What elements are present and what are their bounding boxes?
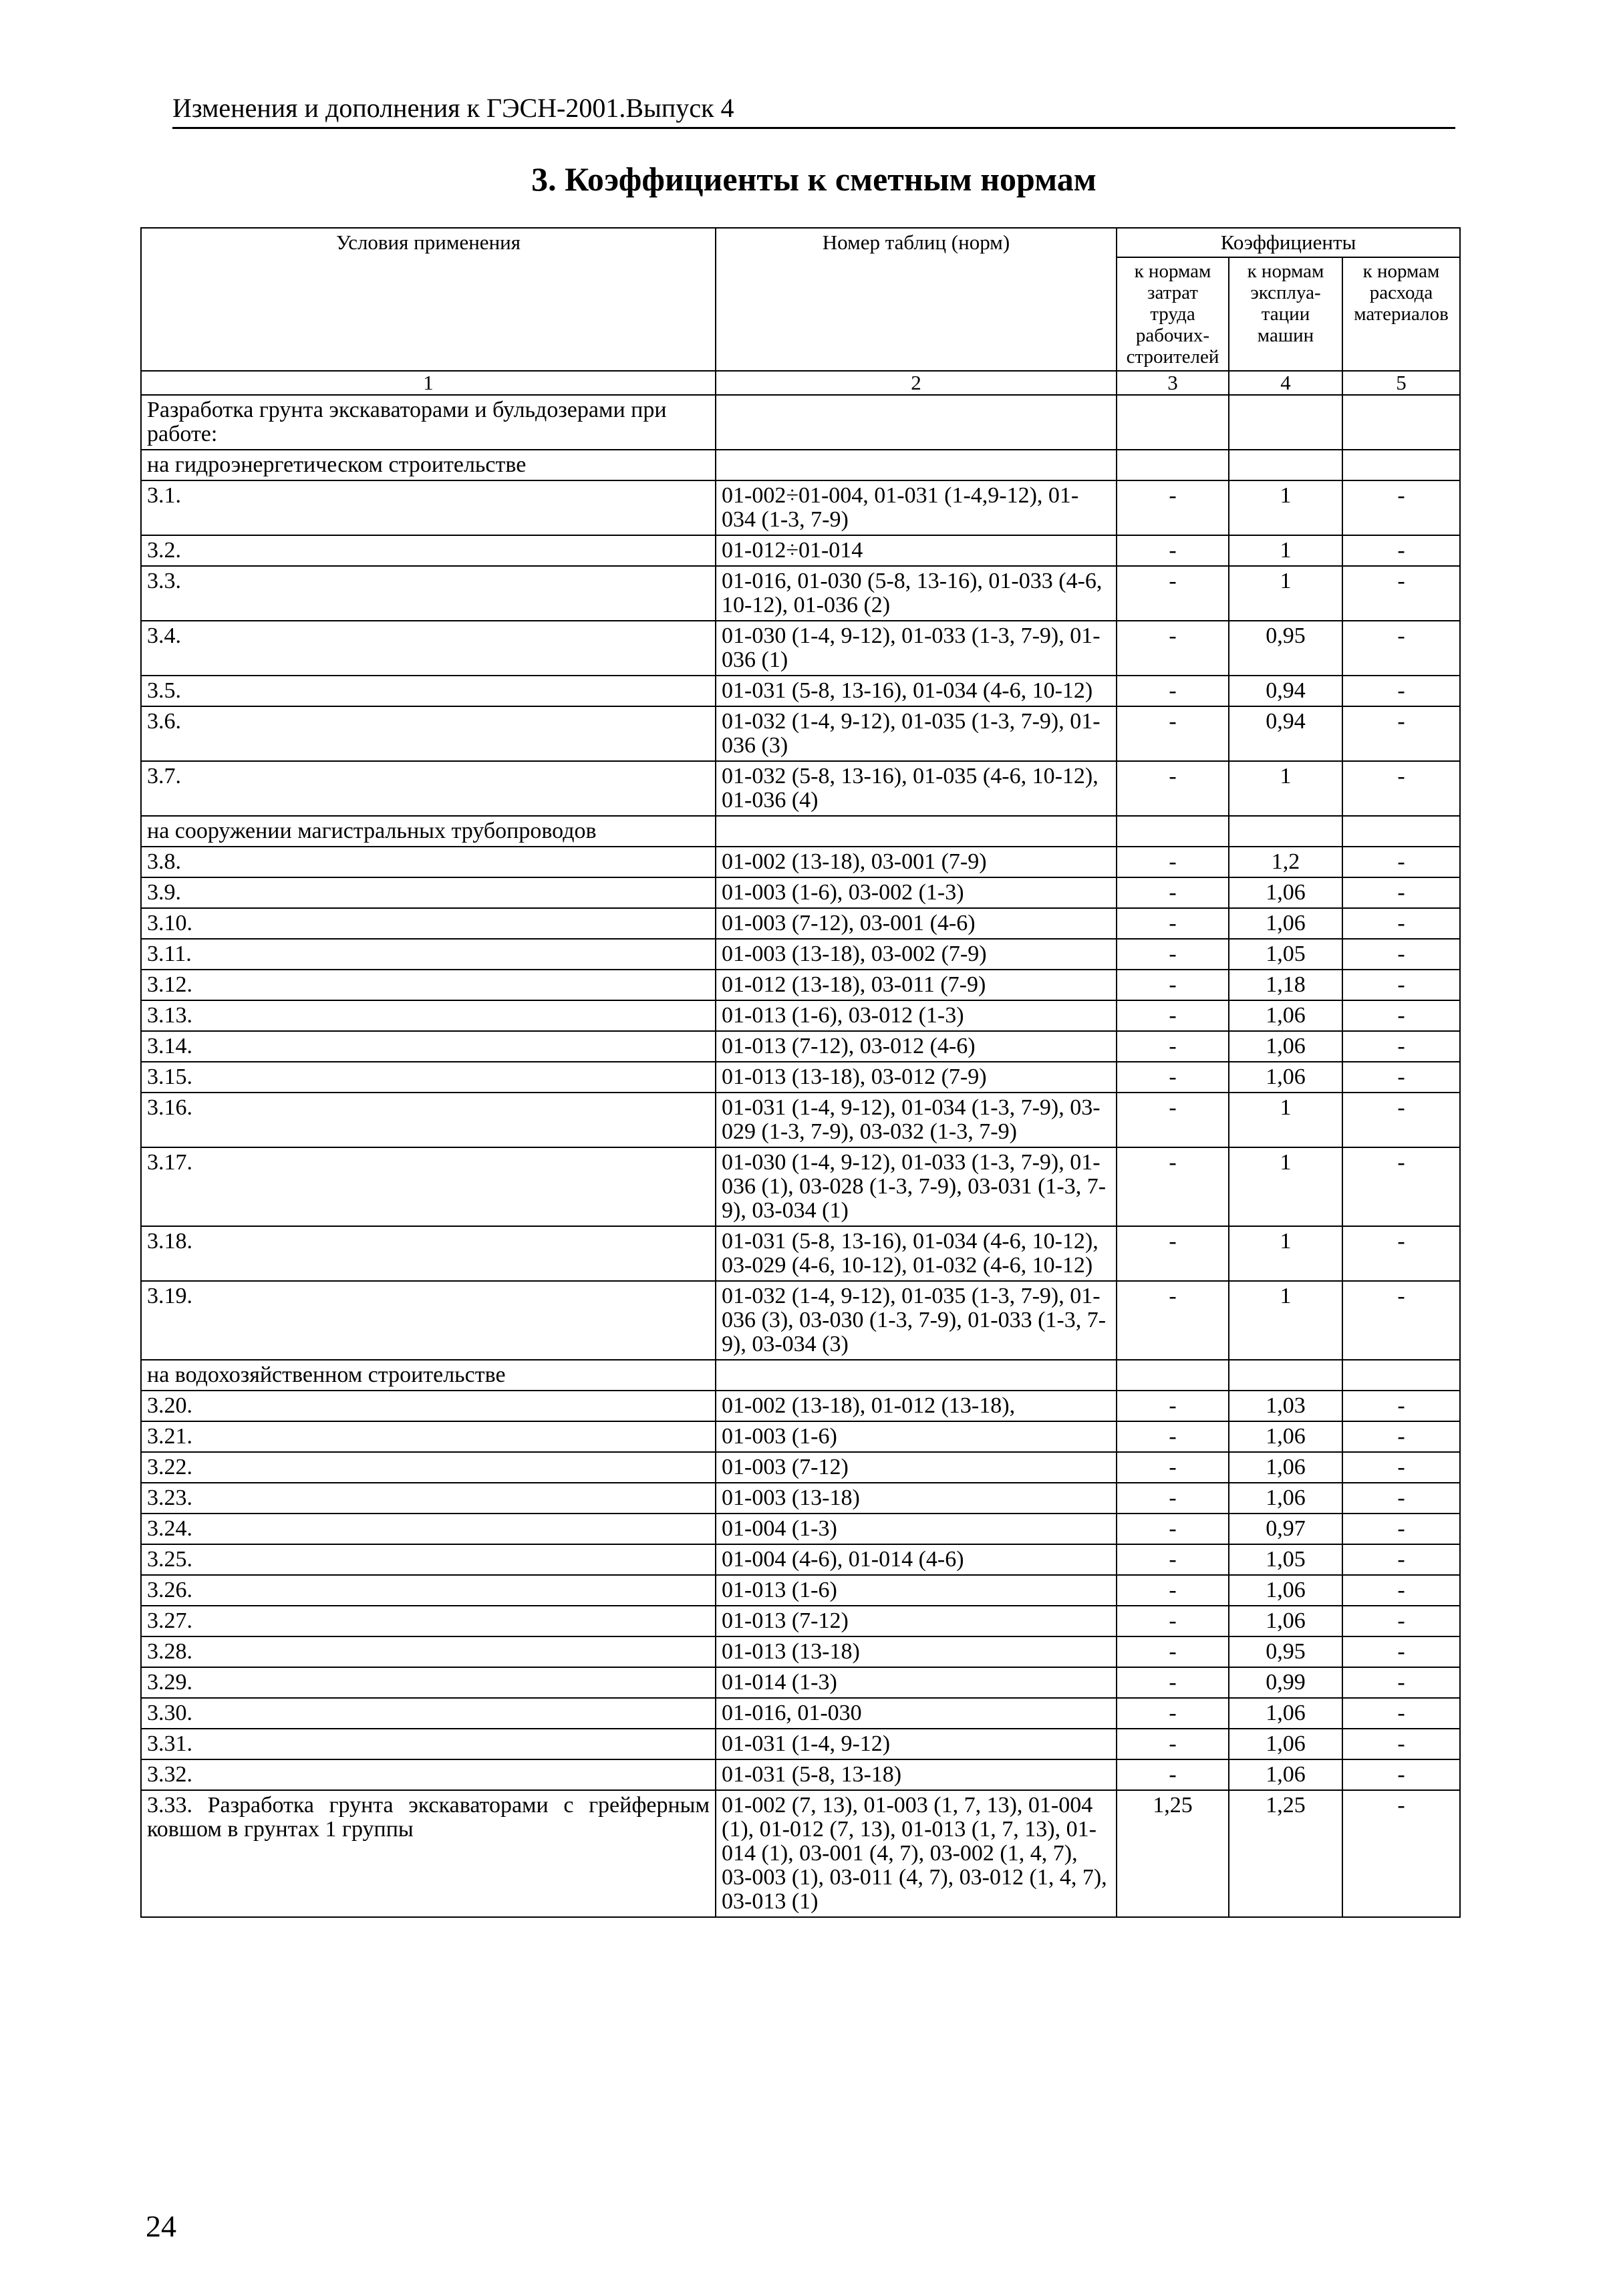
tables-cell: 01-013 (7-12) bbox=[716, 1606, 1117, 1636]
coef-machines-cell: 1 bbox=[1229, 761, 1342, 816]
condition-cell: 3.20. bbox=[141, 1391, 716, 1421]
table-row bbox=[141, 761, 1460, 816]
coef-materials-cell: - bbox=[1342, 1790, 1460, 1917]
empty-cell bbox=[716, 395, 1117, 450]
coef-materials-cell: - bbox=[1342, 1729, 1460, 1759]
coef-machines-cell: 1,06 bbox=[1229, 1483, 1342, 1514]
condition-cell: 3.33. Разработка грунта экскаваторами с грейферным ковшом в грунтах 1 группы bbox=[141, 1790, 716, 1917]
coef-labor-cell: - bbox=[1117, 535, 1229, 566]
table-row bbox=[141, 1483, 1460, 1514]
table-row bbox=[141, 1790, 1460, 1917]
coef-materials-cell: - bbox=[1342, 1483, 1460, 1514]
table-row bbox=[141, 1421, 1460, 1452]
coef-labor-cell: - bbox=[1117, 1606, 1229, 1636]
table-row bbox=[141, 1606, 1460, 1636]
coef-labor-cell: - bbox=[1117, 1062, 1229, 1093]
condition-cell: 3.1. bbox=[141, 480, 716, 535]
condition-cell: 3.16. bbox=[141, 1093, 716, 1147]
tables-cell: 01-012 (13-18), 03-011 (7-9) bbox=[716, 970, 1117, 1000]
condition-cell: 3.32. bbox=[141, 1759, 716, 1790]
section-label: Разработка грунта экскаваторами и бульдозерами при работе: bbox=[141, 395, 716, 450]
coef-machines-cell: 1,06 bbox=[1229, 877, 1342, 908]
coef-machines-cell: 0,99 bbox=[1229, 1667, 1342, 1698]
coef-labor-cell: - bbox=[1117, 1514, 1229, 1544]
coef-materials-cell: - bbox=[1342, 535, 1460, 566]
table-row bbox=[141, 908, 1460, 939]
tables-cell: 01-013 (13-18), 03-012 (7-9) bbox=[716, 1062, 1117, 1093]
empty-cell bbox=[1342, 395, 1460, 450]
page-number: 24 bbox=[146, 2209, 176, 2243]
empty-cell bbox=[1117, 816, 1229, 847]
tables-cell: 01-013 (13-18) bbox=[716, 1636, 1117, 1667]
coef-materials-cell: - bbox=[1342, 1759, 1460, 1790]
condition-cell: 3.27. bbox=[141, 1606, 716, 1636]
column-number: 5 bbox=[1342, 371, 1460, 395]
coef-materials-cell: - bbox=[1342, 1031, 1460, 1062]
coef-materials-cell: - bbox=[1342, 1575, 1460, 1606]
condition-cell: 3.3. bbox=[141, 566, 716, 621]
coef-machines-cell: 1,25 bbox=[1229, 1790, 1342, 1917]
coef-materials-cell: - bbox=[1342, 676, 1460, 706]
condition-cell: 3.6. bbox=[141, 706, 716, 761]
tables-cell: 01-016, 01-030 (5-8, 13-16), 01-033 (4-6, 10-12), 01-036 (2) bbox=[716, 566, 1117, 621]
coef-labor-cell: - bbox=[1117, 1575, 1229, 1606]
header-machines: к нормам эксплуа-тации машин bbox=[1229, 257, 1342, 371]
section-row bbox=[141, 1360, 1460, 1391]
coef-labor-cell: 1,25 bbox=[1117, 1790, 1229, 1917]
coef-machines-cell: 1 bbox=[1229, 1226, 1342, 1281]
table-row bbox=[141, 535, 1460, 566]
tables-cell: 01-032 (5-8, 13-16), 01-035 (4-6, 10-12), 01-036 (4) bbox=[716, 761, 1117, 816]
tables-cell: 01-002 (13-18), 03-001 (7-9) bbox=[716, 847, 1117, 877]
empty-cell bbox=[1342, 816, 1460, 847]
section-row bbox=[141, 450, 1460, 480]
table-row bbox=[141, 1000, 1460, 1031]
coef-machines-cell: 0,97 bbox=[1229, 1514, 1342, 1544]
table-row bbox=[141, 1514, 1460, 1544]
tables-cell: 01-002÷01-004, 01-031 (1-4,9-12), 01-034 (1-3, 7-9) bbox=[716, 480, 1117, 535]
coef-labor-cell: - bbox=[1117, 1729, 1229, 1759]
coef-machines-cell: 1,2 bbox=[1229, 847, 1342, 877]
coef-materials-cell: - bbox=[1342, 1391, 1460, 1421]
tables-cell: 01-032 (1-4, 9-12), 01-035 (1-3, 7-9), 01-036 (3), 03-030 (1-3, 7-9), 01-033 (1-3, 7-9), 03-034 (3) bbox=[716, 1281, 1117, 1360]
condition-cell: 3.12. bbox=[141, 970, 716, 1000]
coef-machines-cell: 1,06 bbox=[1229, 1729, 1342, 1759]
coef-materials-cell: - bbox=[1342, 1544, 1460, 1575]
header-conditions: Условия применения bbox=[141, 228, 716, 371]
tables-cell: 01-031 (5-8, 13-18) bbox=[716, 1759, 1117, 1790]
coef-machines-cell: 1 bbox=[1229, 566, 1342, 621]
coefficients-table bbox=[140, 227, 1461, 1918]
coef-machines-cell: 0,94 bbox=[1229, 706, 1342, 761]
coef-machines-cell: 1,06 bbox=[1229, 1606, 1342, 1636]
condition-cell: 3.18. bbox=[141, 1226, 716, 1281]
coef-materials-cell: - bbox=[1342, 1667, 1460, 1698]
coef-machines-cell: 1,06 bbox=[1229, 1062, 1342, 1093]
condition-cell: 3.19. bbox=[141, 1281, 716, 1360]
page-title: 3. Коэффициенты к сметным нормам bbox=[531, 160, 1097, 198]
table-row bbox=[141, 939, 1460, 970]
table-row bbox=[141, 1226, 1460, 1281]
coef-machines-cell: 1,05 bbox=[1229, 939, 1342, 970]
empty-cell bbox=[1229, 450, 1342, 480]
coef-materials-cell: - bbox=[1342, 1000, 1460, 1031]
coef-machines-cell: 0,94 bbox=[1229, 676, 1342, 706]
header-materials: к нормам расхода материалов bbox=[1342, 257, 1460, 371]
coef-machines-cell: 1,06 bbox=[1229, 1000, 1342, 1031]
condition-cell: 3.11. bbox=[141, 939, 716, 970]
coef-labor-cell: - bbox=[1117, 908, 1229, 939]
empty-cell bbox=[1117, 450, 1229, 480]
coef-materials-cell: - bbox=[1342, 1514, 1460, 1544]
table-row bbox=[141, 621, 1460, 676]
tables-cell: 01-031 (1-4, 9-12) bbox=[716, 1729, 1117, 1759]
coef-labor-cell: - bbox=[1117, 1281, 1229, 1360]
table-row bbox=[141, 566, 1460, 621]
tables-cell: 01-004 (1-3) bbox=[716, 1514, 1117, 1544]
coef-labor-cell: - bbox=[1117, 761, 1229, 816]
table-row bbox=[141, 1391, 1460, 1421]
coef-labor-cell: - bbox=[1117, 706, 1229, 761]
header-labor: к нормам затрат труда рабочих-строителей bbox=[1117, 257, 1229, 371]
coef-labor-cell: - bbox=[1117, 566, 1229, 621]
coef-materials-cell: - bbox=[1342, 761, 1460, 816]
coef-materials-cell: - bbox=[1342, 621, 1460, 676]
condition-cell: 3.4. bbox=[141, 621, 716, 676]
coef-materials-cell: - bbox=[1342, 970, 1460, 1000]
coef-machines-cell: 1,06 bbox=[1229, 1698, 1342, 1729]
section-label: на водохозяйственном строительстве bbox=[141, 1360, 716, 1391]
table-row bbox=[141, 706, 1460, 761]
coef-labor-cell: - bbox=[1117, 1093, 1229, 1147]
coef-labor-cell: - bbox=[1117, 676, 1229, 706]
coef-materials-cell: - bbox=[1342, 847, 1460, 877]
table-row bbox=[141, 1062, 1460, 1093]
condition-cell: 3.2. bbox=[141, 535, 716, 566]
tables-cell: 01-013 (1-6) bbox=[716, 1575, 1117, 1606]
tables-cell: 01-012÷01-014 bbox=[716, 535, 1117, 566]
coef-labor-cell: - bbox=[1117, 1147, 1229, 1226]
empty-cell bbox=[1342, 1360, 1460, 1391]
tables-cell: 01-014 (1-3) bbox=[716, 1667, 1117, 1698]
table-row bbox=[141, 1575, 1460, 1606]
coef-machines-cell: 1,03 bbox=[1229, 1391, 1342, 1421]
empty-cell bbox=[1117, 1360, 1229, 1391]
running-header: Изменения и дополнения к ГЭСН-2001.Выпуск 4 bbox=[172, 92, 1455, 129]
coef-machines-cell: 1 bbox=[1229, 1281, 1342, 1360]
tables-cell: 01-003 (1-6), 03-002 (1-3) bbox=[716, 877, 1117, 908]
coef-materials-cell: - bbox=[1342, 1452, 1460, 1483]
coef-labor-cell: - bbox=[1117, 1698, 1229, 1729]
table-row bbox=[141, 1667, 1460, 1698]
table-row bbox=[141, 877, 1460, 908]
section-label: на гидроэнергетическом строительстве bbox=[141, 450, 716, 480]
condition-cell: 3.21. bbox=[141, 1421, 716, 1452]
tables-cell: 01-013 (1-6), 03-012 (1-3) bbox=[716, 1000, 1117, 1031]
coef-labor-cell: - bbox=[1117, 621, 1229, 676]
tables-cell: 01-003 (1-6) bbox=[716, 1421, 1117, 1452]
coef-materials-cell: - bbox=[1342, 1636, 1460, 1667]
table-row bbox=[141, 1698, 1460, 1729]
empty-cell bbox=[1229, 816, 1342, 847]
header-coefficients: Коэффициенты bbox=[1117, 228, 1460, 257]
table-row bbox=[141, 1093, 1460, 1147]
coef-materials-cell: - bbox=[1342, 1147, 1460, 1226]
coef-labor-cell: - bbox=[1117, 1759, 1229, 1790]
coef-materials-cell: - bbox=[1342, 877, 1460, 908]
table-row bbox=[141, 480, 1460, 535]
condition-cell: 3.17. bbox=[141, 1147, 716, 1226]
table-row bbox=[141, 1281, 1460, 1360]
tables-cell: 01-003 (7-12), 03-001 (4-6) bbox=[716, 908, 1117, 939]
coef-materials-cell: - bbox=[1342, 706, 1460, 761]
tables-cell: 01-003 (13-18) bbox=[716, 1483, 1117, 1514]
header-tables: Номер таблиц (норм) bbox=[716, 228, 1117, 371]
coef-materials-cell: - bbox=[1342, 1698, 1460, 1729]
tables-cell: 01-030 (1-4, 9-12), 01-033 (1-3, 7-9), 01-036 (1), 03-028 (1-3, 7-9), 03-031 (1-3, 7-9), 03-034 (1) bbox=[716, 1147, 1117, 1226]
coef-labor-cell: - bbox=[1117, 1452, 1229, 1483]
coef-labor-cell: - bbox=[1117, 939, 1229, 970]
coef-labor-cell: - bbox=[1117, 847, 1229, 877]
coef-materials-cell: - bbox=[1342, 1226, 1460, 1281]
condition-cell: 3.24. bbox=[141, 1514, 716, 1544]
coef-machines-cell: 1,06 bbox=[1229, 1421, 1342, 1452]
coef-machines-cell: 0,95 bbox=[1229, 621, 1342, 676]
coef-labor-cell: - bbox=[1117, 1483, 1229, 1514]
tables-cell: 01-004 (4-6), 01-014 (4-6) bbox=[716, 1544, 1117, 1575]
coef-labor-cell: - bbox=[1117, 1391, 1229, 1421]
coef-materials-cell: - bbox=[1342, 939, 1460, 970]
condition-cell: 3.9. bbox=[141, 877, 716, 908]
condition-cell: 3.8. bbox=[141, 847, 716, 877]
tables-cell: 01-003 (13-18), 03-002 (7-9) bbox=[716, 939, 1117, 970]
column-number: 4 bbox=[1229, 371, 1342, 395]
coef-materials-cell: - bbox=[1342, 1606, 1460, 1636]
tables-cell: 01-002 (7, 13), 01-003 (1, 7, 13), 01-004 (1), 01-012 (7, 13), 01-013 (1, 7, 13), 01-014 (1), 03-001 (4, 7), 03-002 (1, 4, 7), 03-003 (1), 03-011 (4, 7), 03-012 (1, 4, 7), 03-013 (1) bbox=[716, 1790, 1117, 1917]
coef-machines-cell: 1,06 bbox=[1229, 1575, 1342, 1606]
coef-machines-cell: 1,18 bbox=[1229, 970, 1342, 1000]
coef-machines-cell: 1 bbox=[1229, 480, 1342, 535]
tables-cell: 01-003 (7-12) bbox=[716, 1452, 1117, 1483]
table-row bbox=[141, 1147, 1460, 1226]
tables-cell: 01-031 (5-8, 13-16), 01-034 (4-6, 10-12) bbox=[716, 676, 1117, 706]
coef-materials-cell: - bbox=[1342, 566, 1460, 621]
table-row bbox=[141, 1031, 1460, 1062]
condition-cell: 3.30. bbox=[141, 1698, 716, 1729]
tables-cell: 01-032 (1-4, 9-12), 01-035 (1-3, 7-9), 01-036 (3) bbox=[716, 706, 1117, 761]
coef-machines-cell: 1,05 bbox=[1229, 1544, 1342, 1575]
empty-cell bbox=[1229, 395, 1342, 450]
condition-cell: 3.23. bbox=[141, 1483, 716, 1514]
coef-labor-cell: - bbox=[1117, 877, 1229, 908]
table-row bbox=[141, 1636, 1460, 1667]
coef-materials-cell: - bbox=[1342, 908, 1460, 939]
tables-cell: 01-031 (1-4, 9-12), 01-034 (1-3, 7-9), 03-029 (1-3, 7-9), 03-032 (1-3, 7-9) bbox=[716, 1093, 1117, 1147]
coef-labor-cell: - bbox=[1117, 480, 1229, 535]
coef-machines-cell: 1,06 bbox=[1229, 1759, 1342, 1790]
condition-cell: 3.25. bbox=[141, 1544, 716, 1575]
tables-cell: 01-002 (13-18), 01-012 (13-18), bbox=[716, 1391, 1117, 1421]
coef-machines-cell: 1 bbox=[1229, 1147, 1342, 1226]
coef-labor-cell: - bbox=[1117, 1667, 1229, 1698]
coef-materials-cell: - bbox=[1342, 1281, 1460, 1360]
condition-cell: 3.10. bbox=[141, 908, 716, 939]
coef-labor-cell: - bbox=[1117, 1421, 1229, 1452]
tables-cell: 01-016, 01-030 bbox=[716, 1698, 1117, 1729]
empty-cell bbox=[716, 816, 1117, 847]
coef-labor-cell: - bbox=[1117, 1636, 1229, 1667]
table-row bbox=[141, 1452, 1460, 1483]
condition-cell: 3.22. bbox=[141, 1452, 716, 1483]
empty-cell bbox=[1229, 1360, 1342, 1391]
tables-cell: 01-013 (7-12), 03-012 (4-6) bbox=[716, 1031, 1117, 1062]
section-label: на сооружении магистральных трубопроводов bbox=[141, 816, 716, 847]
column-number: 1 bbox=[141, 371, 716, 395]
table-row bbox=[141, 970, 1460, 1000]
table-row bbox=[141, 676, 1460, 706]
coef-labor-cell: - bbox=[1117, 1226, 1229, 1281]
condition-cell: 3.7. bbox=[141, 761, 716, 816]
coef-machines-cell: 1,06 bbox=[1229, 908, 1342, 939]
section-row bbox=[141, 816, 1460, 847]
coef-labor-cell: - bbox=[1117, 970, 1229, 1000]
table-row bbox=[141, 1759, 1460, 1790]
coef-materials-cell: - bbox=[1342, 1093, 1460, 1147]
coef-machines-cell: 1,06 bbox=[1229, 1452, 1342, 1483]
empty-cell bbox=[1342, 450, 1460, 480]
coef-materials-cell: - bbox=[1342, 1421, 1460, 1452]
column-number-row bbox=[141, 371, 1460, 395]
column-number: 3 bbox=[1117, 371, 1229, 395]
condition-cell: 3.5. bbox=[141, 676, 716, 706]
empty-cell bbox=[716, 450, 1117, 480]
condition-cell: 3.14. bbox=[141, 1031, 716, 1062]
coef-labor-cell: - bbox=[1117, 1000, 1229, 1031]
condition-cell: 3.15. bbox=[141, 1062, 716, 1093]
coef-labor-cell: - bbox=[1117, 1544, 1229, 1575]
condition-cell: 3.29. bbox=[141, 1667, 716, 1698]
empty-cell bbox=[1117, 395, 1229, 450]
table-body bbox=[141, 395, 1460, 1917]
condition-cell: 3.13. bbox=[141, 1000, 716, 1031]
tables-cell: 01-030 (1-4, 9-12), 01-033 (1-3, 7-9), 01-036 (1) bbox=[716, 621, 1117, 676]
table-row bbox=[141, 847, 1460, 877]
coef-labor-cell: - bbox=[1117, 1031, 1229, 1062]
section-row bbox=[141, 395, 1460, 450]
tables-cell: 01-031 (5-8, 13-16), 01-034 (4-6, 10-12), 03-029 (4-6, 10-12), 01-032 (4-6, 10-12) bbox=[716, 1226, 1117, 1281]
table-row bbox=[141, 1729, 1460, 1759]
empty-cell bbox=[716, 1360, 1117, 1391]
coef-materials-cell: - bbox=[1342, 1062, 1460, 1093]
coef-machines-cell: 1 bbox=[1229, 1093, 1342, 1147]
coef-machines-cell: 1,06 bbox=[1229, 1031, 1342, 1062]
condition-cell: 3.31. bbox=[141, 1729, 716, 1759]
table-row bbox=[141, 1544, 1460, 1575]
column-number: 2 bbox=[716, 371, 1117, 395]
coef-materials-cell: - bbox=[1342, 480, 1460, 535]
condition-cell: 3.28. bbox=[141, 1636, 716, 1667]
condition-cell: 3.26. bbox=[141, 1575, 716, 1606]
coef-machines-cell: 0,95 bbox=[1229, 1636, 1342, 1667]
coef-machines-cell: 1 bbox=[1229, 535, 1342, 566]
